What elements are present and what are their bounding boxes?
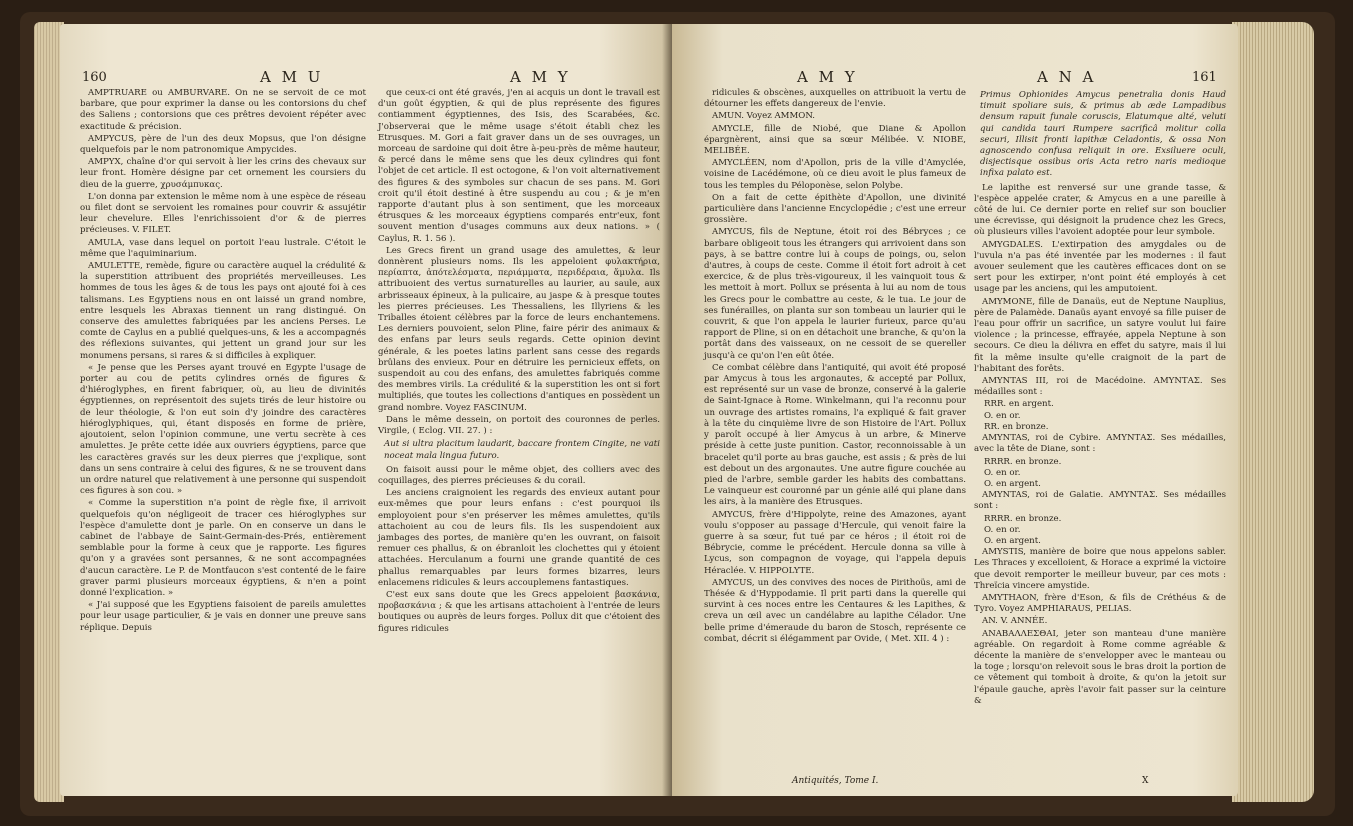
paragraph: AMYCUS, fils de Neptune, étoit roi des Bébryces ; ce barbare obligeoit tous les étrangers qui arrivoient dans son pays, à se battre contre lui à coups de poings, ou, selon d'autres, à coups de ceste. Comme il étoit fort adroit à cet exercice, & de plus très-vigoureux, il les vainquoit tous & les mettoit à mort. Pollux se présenta à lui au nom de tous les Grecs pour le combattre au ceste, & le tua. Le jour de ses funérailles, on planta sur son tombeau un laurier qui le couvrit, & que l'on appela le laurier furieux, parce qu'au rapport de Pline, si on en détachoit une branche, & qu'on la portât dans des vaisseaux, on ne cessoit de se quereller jusqu'à ce qu'on l'en eût ôtée. <box>704 227 966 361</box>
right-page-edges <box>1232 22 1314 802</box>
paragraph: On a fait de cette épithète d'Apollon, une divinité particulière dans l'ancienne Encyclopédie ; c'est une erreur grossière. <box>704 192 966 226</box>
paragraph: Les anciens craignoient les regards des envieux autant pour eux-mêmes que pour leurs enfans : c'est pourquoi ils employoient pour s'en préserver les mêmes amulettes, qu'ils attachoient au cou de leurs fils. Ils les suspendoient aux jambages des portes, de manière qu'en les ouvrant, on faisoit remuer ces phallus, & on ébranloit les clochettes qui y étoient attachées. Herculanum a fourni une grande quantité de ces phallus remarquables par leurs formes bizarres, leurs enlacemens ridicules & leurs accouplemens fantastiques. <box>378 488 660 588</box>
paragraph: Ce combat célèbre dans l'antiquité, qui avoit été proposé par Amycus à tous les argonautes, & accepté par Pollux, est représenté sur un vase de bronze, conservé à la galerie de Saint-Ignace à Rome. Winkelmann, qui l'a reconnu pour un ouvrage des artistes romains, l'a expliqué & fait graver à la tête du cinquième livre de son Histoire de l'Art. Pollux y paroît occupé à lier Amycus à un arbre, & Minerve préside à cette juste punition. Castor, reconnoissable à un bracelet qu'il porte au bras gauche, est assis ; & près de lui est debout un des argonautes. Une autre figure couchée au pied de l'arbre, semble garder les habits des combattans. Le vainqueur est couronné par un génie ailé qui plane dans les airs, à la manière des Etrusques. <box>704 362 966 508</box>
volume-footer: Antiquités, Tome I. <box>792 776 879 786</box>
medal-item: O. en argent. <box>984 478 1041 489</box>
paragraph: AMPTRUARE ou AMBURVARE. On ne se servoit de ce mot barbare, que pour exprimer la danse ou les contorsions du chef des Saliens ; contorsions que ces prêtres devoient répéter avec exactitude & précision. <box>80 88 366 132</box>
paragraph: ΑΝΑΒΑΛΛΕΣΘΑΙ, jeter son manteau d'une manière agréable. On regardoit à Rome comme agréable & décente la manière de s'envelopper avec le manteau ou la toge ; lorsqu'on relevoit sous le bras droit la portion de ce vêtement qui tomboit à droite, & qu'on la jetoit sur l'épaule gauche, après l'avoir fait passer sur la ceinture & <box>974 628 1226 706</box>
left-column-2 <box>378 88 660 636</box>
paragraph: AMPYCUS, père de l'un des deux Mopsus, que l'on désigne quelquefois par le nom patronomique Ampycides. <box>80 133 366 156</box>
paragraph: « Comme la superstition n'a point de règle fixe, il arrivoit quelquefois qu'on négligeoit de tracer ces hiéroglyphes sur l'espèce d'amulette dont je parle. On en conserve un dans le cabinet de l'abbaye de Saint-Germain-des-Prés, entièrement semblable pour la forme à ceux que je rapporte. Les figures qu'on y a gravées sont persannes, & ne sont accompagnées d'aucun caractère. Le P. de Montfaucon s'est contenté de le faire graver parmi plusieurs morceaux égyptiens, & n'en a point donné l'explication. » <box>80 498 366 598</box>
left-page <box>60 24 672 796</box>
paragraph: AMYNTAS, roi de Galatie. ΑΜΥΝΤΑΣ. Ses médailles sont : <box>974 490 1226 512</box>
paragraph: AMULA, vase dans lequel on portoit l'eau lustrale. C'étoit le même que l'aquiminarium. <box>80 237 366 259</box>
paragraph: AMULETTE, remède, figure ou caractère auquel la crédulité & la superstition attribuent des propriétés merveilleuses. Les hommes de tous les âges & de tous les pays ont ajouté foi à ces talismans. Les Egyptiens nous en ont laissé un grand nombre, entre lesquels les Abraxas tiennent un rang distingué. On conserve des amulettes fabriquées par les anciens Perses. Le comte de Caylus en a publié quelques-uns, & les a accompagnés des réflexions suivantes, qui jettent un grand jour sur les monumens persans, si rares & si difficiles à expliquer. <box>80 261 366 361</box>
paragraph: « J'ai supposé que les Egyptiens faisoient de pareils amulettes pour leur usage particulier, & je vais en donner une preuve sans réplique. Depuis <box>80 600 366 633</box>
running-head-left-col1: A M U <box>260 68 324 86</box>
medal-item: RRR. en argent. <box>984 399 1054 410</box>
medal-item: O. en or. <box>984 524 1021 535</box>
paragraph: Le lapithe est renversé sur une grande tasse, & l'espèce appelée crater, & Amycus en a une pareille à côté de lui. Ce dernier porte en relief sur son bouclier une écrevisse, qui désignoit la prudence chez les Grecs, où plusieurs villes l'avoient adoptée pour leur symbole. <box>974 182 1226 238</box>
paragraph: AMYSTIS, manière de boire que nous appelons sabler. Les Thraces y excelloient, & Horace a exprimé la victoire que devoit remporter le meilleur buveur, par ces mots : Threïcia vincere amystide. <box>974 547 1226 591</box>
paragraph: « Je pense que les Perses ayant trouvé en Egypte l'usage de porter au cou de petits cylindres ornés de figures & d'hiéroglyphes, en firent fabriquer, où, au lieu de divinités égyptiennes, on représentoit des sujets tirés de leur histoire ou de leur théologie, & l'on eut soin d'y joindre des caractères hiéroglyphiques, qui, étant disposés en forme de prière, ajoutoient, selon l'opinion commune, une vertu secrète à ces amulettes. Je prête cette idée aux ouvriers égyptiens, parce que les caractères gravés sur les deux pierres que j'explique, sont dans un sens contraire à celui des figures, & ne se trouvent dans un ordre naturel que relativement à une personne qui suspendoit ces figures à son cou. » <box>80 362 366 497</box>
paragraph: AMYGDALES. L'extirpation des amygdales ou de l'uvula n'a pas été inventée par les modernes : il faut avouer seulement que les cautères efficaces dont on se sert pour les extirper, n'ont point été employés à cet usage par les anciens, qui les amputoient. <box>974 239 1226 295</box>
running-head-right-col2: A N A <box>1037 68 1097 86</box>
paragraph: AMYTHAON, frère d'Eson, & fils de Créthéus & de Tyro. Voyez AMPHIARAUS, PELIAS. <box>974 592 1226 615</box>
paragraph: Les Grecs firent un grand usage des amulettes, & leur donnèrent plusieurs noms. Ils les appeloient φυλακτήρια, περίαπτα, ἀπότελέσματα, περιάμματα, περιδέραια, ἄμυλα. Ils attribuoient des vertus surnaturelles au laurier, au saule, aux arbrisseaux épineux, à la pulicaire, au jaspe & à presque toutes les pierres précieuses. Les Thessaliens, les Illyriens & les Triballes étoient célèbres par la force de leurs enchantemens. Les derniers pouvoient, selon Pline, faire périr des animaux & des enfans par leurs seuls regards. Cette opinion devint générale, & les poetes latins parlent sans cesse des regards brûlans des envieux. Pour en détruire les pernicieux effets, on suspendoit au cou des enfans, des amulettes fabriqués comme des membres virils. La crédulité & la superstition les ont si fort multipliés, que toutes les collections d'antiques en possèdent un grand nombre. Voyez FASCINUM. <box>378 245 660 413</box>
left-column-1 <box>80 88 366 635</box>
paragraph: C'est eux sans doute que les Grecs appeloient βασκάνια, προβασκάνια ; & que les artisans attachoient à l'entrée de leurs boutiques ou auprès de leurs forges. Pollux dit que c'étoient des figures ridicules <box>378 589 660 634</box>
medal-item: RRRR. en bronze. <box>984 513 1062 524</box>
signature-mark: X <box>1142 776 1149 786</box>
page-number-left: 160 <box>82 70 107 85</box>
running-head-left-col2: A M Y <box>510 68 571 86</box>
paragraph: AN. V. ANNÉE. <box>982 616 1048 627</box>
medal-item: O. en or. <box>984 467 1021 478</box>
paragraph: AMYNTAS III, roi de Macédoine. ΑΜΥΝΤΑΣ. Ses médailles sont : <box>974 376 1226 398</box>
running-head-right-col1: A M Y <box>797 68 858 86</box>
verse-quote: Primus Ophionides Amycus penetralia donis Haud timuit spoliare suis, & primus ab æde Lampadibus densum rapuit funale coruscis, Elatumque alté, veluti qui candida tauri Rumpere sacrificâ molitur colla securi, Illisit fronti lapithæ Celadontis, & ossa Non agnoscendo confusa reliquit in ore. Exsiluere oculi, disjectisque ossibus oris Acta retro naris medioque infixa palato est. <box>980 90 1226 179</box>
medal-item: RRRR. en bronze. <box>984 456 1062 467</box>
paragraph: AMPYX, chaîne d'or qui servoit à lier les crins des chevaux sur leur front. Homère désigne par cet ornement les coursiers du dieu de la guerre, χρυσάμπυκας. <box>80 157 366 190</box>
paragraph: AMYCUS, un des convives des noces de Pirithoüs, ami de Thésée & d'Hyppodamie. Il prit parti dans la querelle qui survint à ces noces entre les Centaures & les Lapithes, & creva un œil avec un candélabre au lapithe Célador. Une belle prime d'émeraude du baron de Stosch, représente ce combat, décrit si élégamment par Ovide, ( Met. XII. 4 ) : <box>704 577 966 644</box>
paragraph: AMYCUS, frère d'Hippolyte, reine des Amazones, ayant voulu s'opposer au passage d'Hercule, qui venoit faire la guerre à sa sœur, fut tué par ce héros ; il étoit roi de Bébrycie, comme le précédent. Hercule donna sa ville à Lycus, son compagnon de voyage, qui l'appela depuis Héraclée. V. HIPPOLYTE. <box>704 509 966 576</box>
paragraph: On faisoit aussi pour le même objet, des colliers avec des coquillages, des pierres précieuses & du corail. <box>378 464 660 486</box>
page-number-right: 161 <box>1192 70 1217 85</box>
right-page <box>672 24 1238 796</box>
right-column-2 <box>974 88 1226 708</box>
paragraph: AMYMONE, fille de Danaüs, eut de Neptune Nauplius, père de Palamède. Danaüs ayant envoyé sa fille puiser de l'eau pour offrir un sacrifice, un satyre voulut lui faire violence ; la princesse, effrayée, appela Neptune à son secours. Ce dieu la délivra en effet du satyre, mais il lui fit la même insulte qu'elle craignoit de la part de l'habitant des forêts. <box>974 296 1226 374</box>
paragraph: Dans le même dessein, on portoit des couronnes de perles. Virgile, ( Eclog. VII. 27. ) : <box>378 414 660 437</box>
paragraph: que ceux-ci ont été gravés, j'en ai acquis un dont le travail est d'un goût égyptien, & qui de plus représente des figures contiamment égyptiennes, des Isis, des Scarabées, &c. J'observerai que le même usage s'étoit établi chez les Etrusques. M. Gori a fait graver dans un de ses ouvrages, un morceau de sardoine qui doit être à-peu-près de même hauteur, & percé dans le même sens que les deux cylindres qui font l'objet de cet article. Il est octogone, & l'on voit alternativement des figures & des symboles sur chacun de ses pans. M. Gori croit qu'il étoit destiné à être suspendu au cou ; & je m'en rapporte d'autant plus à son sentiment, que les morceaux étrusques & les morceaux égyptiens comparés entr'eux, font souvent mention d'usages communs aux deux nations. » ( Caylus, R. 1. 56 ). <box>378 88 660 244</box>
paragraph: L'on donna par extension le même nom à une espèce de réseau ou filet dont se servoient les romaines pour couvrir & assujétir leur chevelure. Elles l'enrichissoient d'or & de pierres précieuses. V. FILET. <box>80 191 366 236</box>
paragraph: AMYCLÉEN, nom d'Apollon, pris de la ville d'Amyclée, voisine de Lacédémone, où ce dieu avoit le plus fameux de tous les temples du Péloponèse, selon Polybe. <box>704 158 966 191</box>
paragraph: AMYNTAS, roi de Cybire. ΑΜΥΝΤΑΣ. Ses médailles, avec la tête de Diane, sont : <box>974 433 1226 455</box>
right-column-1 <box>704 88 966 646</box>
paragraph: ridicules & obscènes, auxquelles on attribuoit la vertu de détourner les effets dangereux de l'envie. <box>704 88 966 110</box>
verse-quote: Aut si ultra placitum laudarit, baccare frontem Cingite, ne vati noceat mala lingua futuro. <box>384 439 660 461</box>
medal-item: RR. en bronze. <box>984 421 1049 432</box>
paragraph: AMYCLE, fille de Niobé, que Diane & Apollon épargnèrent, ainsi que sa sœur Mélibée. V. NIOBE, MELIBÉE. <box>704 123 966 157</box>
medal-item: O. en or. <box>984 410 1021 421</box>
paragraph: AMUN. Voyez AMMON. <box>712 111 816 122</box>
medal-item: O. en argent. <box>984 535 1041 546</box>
